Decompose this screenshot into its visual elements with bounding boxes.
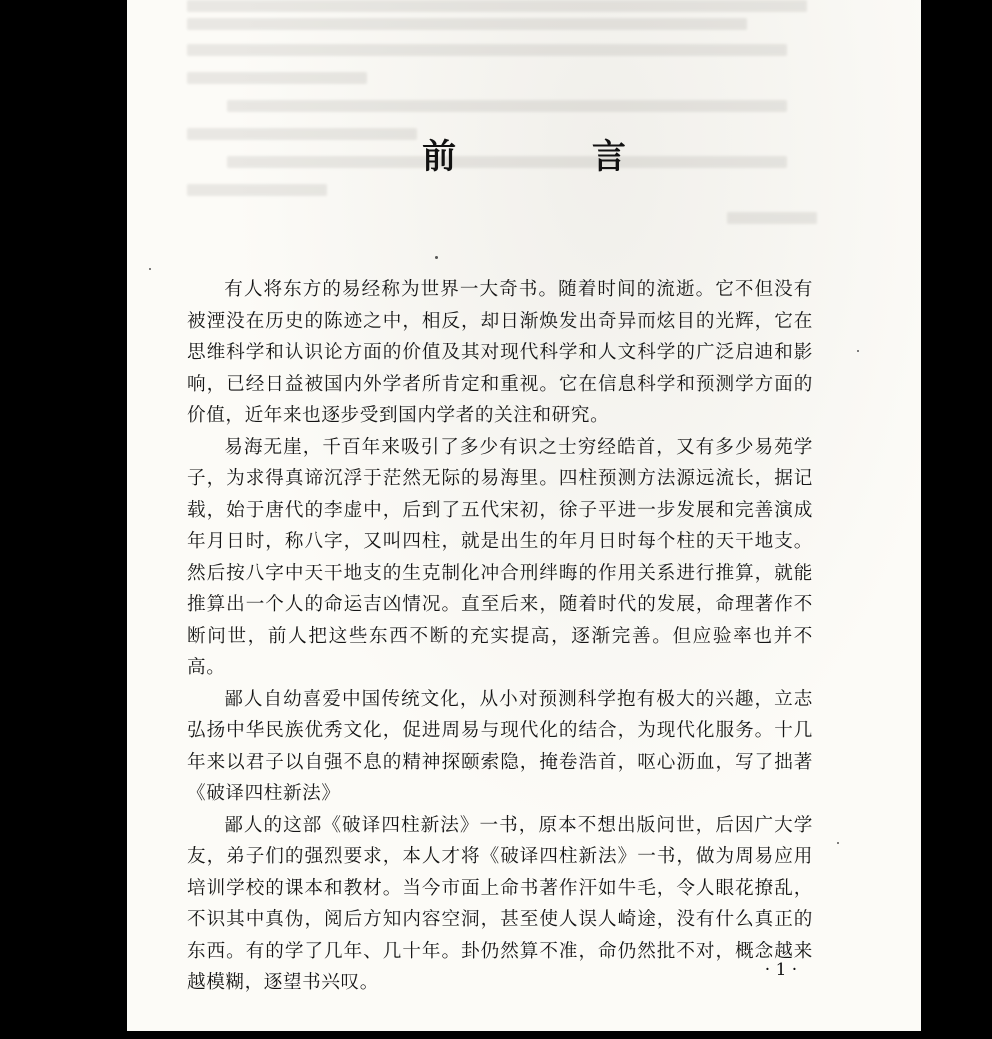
paragraph-1: 有人将东方的易经称为世界一大奇书。随着时间的流逝。它不但没有被湮没在历史的陈迹之中，相反，却日渐焕发出奇异而炫目的光辉，它在思维科学和认识论方面的价值及其对现代科学和人文科学的广泛启迪和影响，已经日益被国内外学者所肯定和重视。它在信息科学和预测学方面的价值，近年来也逐步受到国内学者的关注和研究。: [187, 279, 813, 426]
paragraph-3: 鄙人自幼喜爱中国传统文化，从小对预测科学抱有极大的兴趣，立志弘扬中华民族优秀文化，促进周易与现代化的结合，为现代化服务。十几年来以君子以自强不息的精神探颐索隐，掩卷浩首，呕心沥血，写了拙著《破译四柱新法》: [187, 688, 813, 804]
paper-speck: [149, 268, 151, 270]
paper-speck: [837, 842, 839, 844]
page-title: 前 言: [422, 136, 688, 177]
paragraph-4: 鄙人的这部《破译四柱新法》一书，原本不想出版问世，后因广大学友，弟子们的强烈要求，本人才将《破译四柱新法》一书，做为周易应用培训学校的课本和教材。当今市面上命书著作汗如牛毛，令人眼花撩乱，不识其中真伪，阅后方知内容空洞，甚至使人误人崎途，没有什么真正的东西。有的学了几年、几十年。卦仍然算不准，命仍然批不对，概念越来越模糊，逐望书兴叹。: [187, 814, 813, 993]
paragraph-2: 易海无崖，千百年来吸引了多少有识之士穷经皓首，又有多少易苑学子，为求得真谛沉浮于茫然无际的易海里。四柱预测方法源远流长，据记载，始于唐代的李虚中，后到了五代宋初，徐子平进一步发展和完善演成年月日时，称八字，又叫四柱，就是出生的年月日时每个柱的天干地支。然后按八字中天干地支的生克制化冲合刑绊晦的作用关系进行推算，就能推算出一个人的命运吉凶情况。直至后来，随着时代的发展，命理著作不断问世，前人把这些东西不断的充实提高，逐渐完善。但应验率也并不高。: [187, 436, 813, 678]
body-text: [187, 274, 813, 999]
book-page: [127, 0, 921, 1031]
paper-speck: [435, 256, 438, 259]
page-number: · 1 ·: [764, 960, 798, 980]
paper-speck: [857, 350, 859, 352]
bleed-through-text: [127, 0, 921, 240]
